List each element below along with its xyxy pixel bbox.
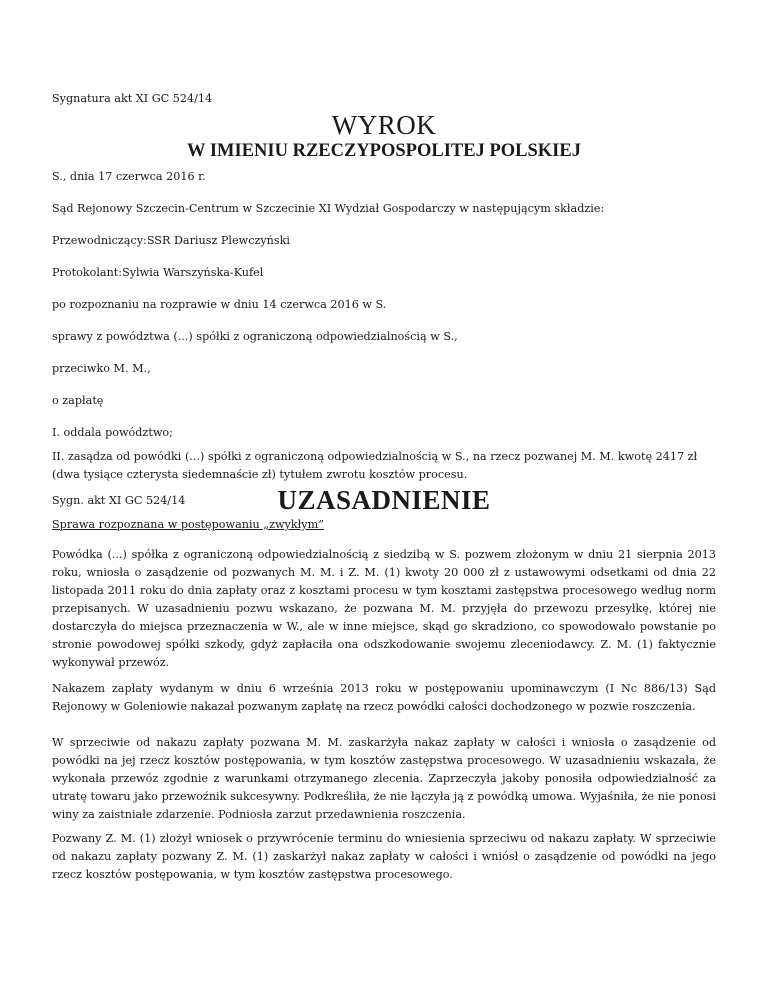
case-signature: Sygnatura akt XI GC 524/14 — [52, 92, 213, 105]
justification-paragraph-1: Powódka (...) spółka z ograniczoną odpowiedzialnością z siedzibą w S. pozwem złożonym w dniu 21 sierpnia 2013 roku, wniosła o zasądzenie od pozwanych M. M. i Z. M. (1) kwoty 20 000 zł z ustawowymi odsetkami od dnia 22 listopada 2011 roku do dnia zapłaty oraz z kosztami procesu w tym kosztami zastępstwa procesowego według norm przepisanych. W uzasadnieniu pozwu wskazano, że pozwana M. M. przyjęła do przewozu przesyłkę, której nie dostarczyła do miejsca przeznaczenia w W., ale w inne miejsce, skąd go skradziono, co spowodowało powstanie po stronie powodowej spółki szkody, gdyż zapłaciła ona odszkodowanie swojemu zleceniodawcy. Z. M. (1) faktycznie wykonywał przewóz. — [52, 548, 716, 669]
ruling-point-1: I. oddala powództwo; — [52, 426, 173, 439]
case-signature-2: Sygn. akt XI GC 524/14 — [52, 494, 186, 507]
court-composition: Sąd Rejonowy Szczecin-Centrum w Szczecinie XI Wydział Gospodarczy w następującym składzie: — [52, 202, 605, 215]
court-clerk: Protokolant:Sylwia Warszyńska-Kufel — [52, 266, 264, 279]
verdict-title: WYROK — [331, 110, 437, 140]
ruling-point-2: II. zasądza od powódki (...) spółki z ograniczoną odpowiedzialnością w S., na rzecz pozwanej M. M. kwotę 2417 zł (dwa tysiące czterysta siedemnaście zł) tytułem zwrotu kosztów procesu. — [52, 450, 698, 481]
justification-paragraph-2: Nakazem zapłaty wydanym w dniu 6 września 2013 roku w postępowaniu upominawczym (I Nc 886/13) Sąd Rejonowy w Goleniowie nakazał pozwanym zapłatę na rzecz powódki całości dochodzonego w pozwie roszczenia. — [52, 682, 716, 713]
procedure-note: Sprawa rozpoznana w postępowaniu „zwykłym” — [52, 518, 324, 531]
case-plaintiff: sprawy z powództwa (...) spółki z ograniczoną odpowiedzialnością w S., — [52, 330, 458, 343]
verdict-subtitle: W IMIENIU RZECZYPOSPOLITEJ POLSKIEJ — [187, 141, 581, 161]
justification-paragraph-4: Pozwany Z. M. (1) złożył wniosek o przywrócenie terminu do wniesienia sprzeciwu od nakazu zapłaty. W sprzeciwie od nakazu zapłaty pozwany Z. M. (1) zaskarżył nakaz zapłaty w całości i wniósł o zasądzenie od powódki na jego rzecz kosztów postępowania, w tym kosztów zastępstwa procesowego. — [52, 832, 716, 881]
justification-paragraph-3: W sprzeciwie od nakazu zapłaty pozwana M. M. zaskarżyła nakaz zapłaty w całości i wniosła o zasądzenie od powódki na jej rzecz kosztów postępowania, w tym kosztów zastępstwa procesowego. W uzasadnieniu wskazała, że wykonała przewóz zgodnie z warunkami otrzymanego zlecenia. Zaprzeczyła jakoby ponosiła odpowiedzialność za utratę towaru jako przewoźnik sukcesywny. Podkreśliła, że nie łączyła ją z powódką umowa. Wyjaśniła, że nie ponosi winy za zaistniałe zdarzenie. Podniosła zarzut przedawnienia roszczenia. — [52, 736, 716, 821]
place-date: S., dnia 17 czerwca 2016 r. — [52, 170, 206, 183]
justification-title: UZASADNIENIE — [277, 485, 491, 515]
hearing-info: po rozpoznaniu na rozprawie w dniu 14 czerwca 2016 w S. — [52, 298, 387, 311]
case-defendant: przeciwko M. M., — [52, 362, 151, 375]
presiding-judge: Przewodniczący:SSR Dariusz Plewczyński — [52, 234, 290, 247]
case-subject: o zapłatę — [52, 394, 104, 407]
